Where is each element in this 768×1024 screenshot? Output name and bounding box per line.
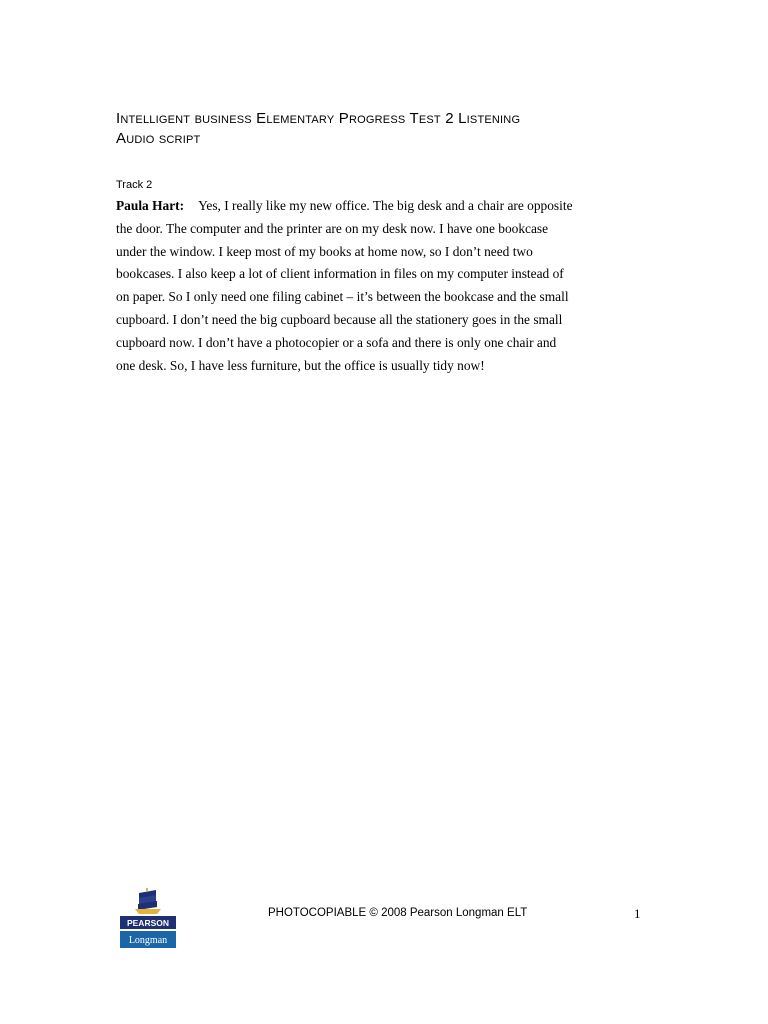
logo-longman-text: Longman — [128, 935, 168, 946]
track-label: Track 2 — [116, 179, 153, 191]
title-line-1: Intelligent business Elementary Progress Test 2 Listening — [116, 110, 521, 127]
ship-icon — [135, 888, 161, 914]
script-line: cupboard now. I don’t have a photocopier or a sofa and there is only one chair and — [116, 334, 557, 350]
script-line: under the window. I keep most of my books at home now, so I don’t need two — [116, 243, 533, 259]
script-line-text: Yes, I really like my new office. The big desk and a chair are opposite — [198, 198, 573, 213]
title-line-2: Audio script — [116, 130, 201, 147]
logo-flag — [146, 888, 148, 891]
script-line: one desk. So, I have less furniture, but the office is usually tidy now! — [116, 357, 485, 373]
script-line: on paper. So I only need one filing cabinet – it’s between the bookcase and the small — [116, 289, 569, 305]
document-title — [116, 109, 676, 149]
speaker-name: Paula Hart: — [116, 198, 185, 213]
audio-script — [116, 195, 606, 377]
script-line: cupboard. I don’t need the big cupboard because all the stationery goes in the small — [116, 311, 563, 327]
pearson-longman-logo — [119, 886, 177, 948]
page-number: 1 — [634, 906, 641, 921]
script-line: the door. The computer and the printer are on my desk now. I have one bookcase — [116, 220, 549, 236]
copyright-notice: PHOTOCOPIABLE © 2008 Pearson Longman ELT — [268, 907, 528, 919]
logo-pearson-text: PEARSON — [126, 918, 170, 928]
logo-hull — [135, 909, 161, 914]
script-line — [116, 195, 606, 218]
script-line: bookcases. I also keep a lot of client information in files on my computer instead of — [116, 266, 564, 282]
